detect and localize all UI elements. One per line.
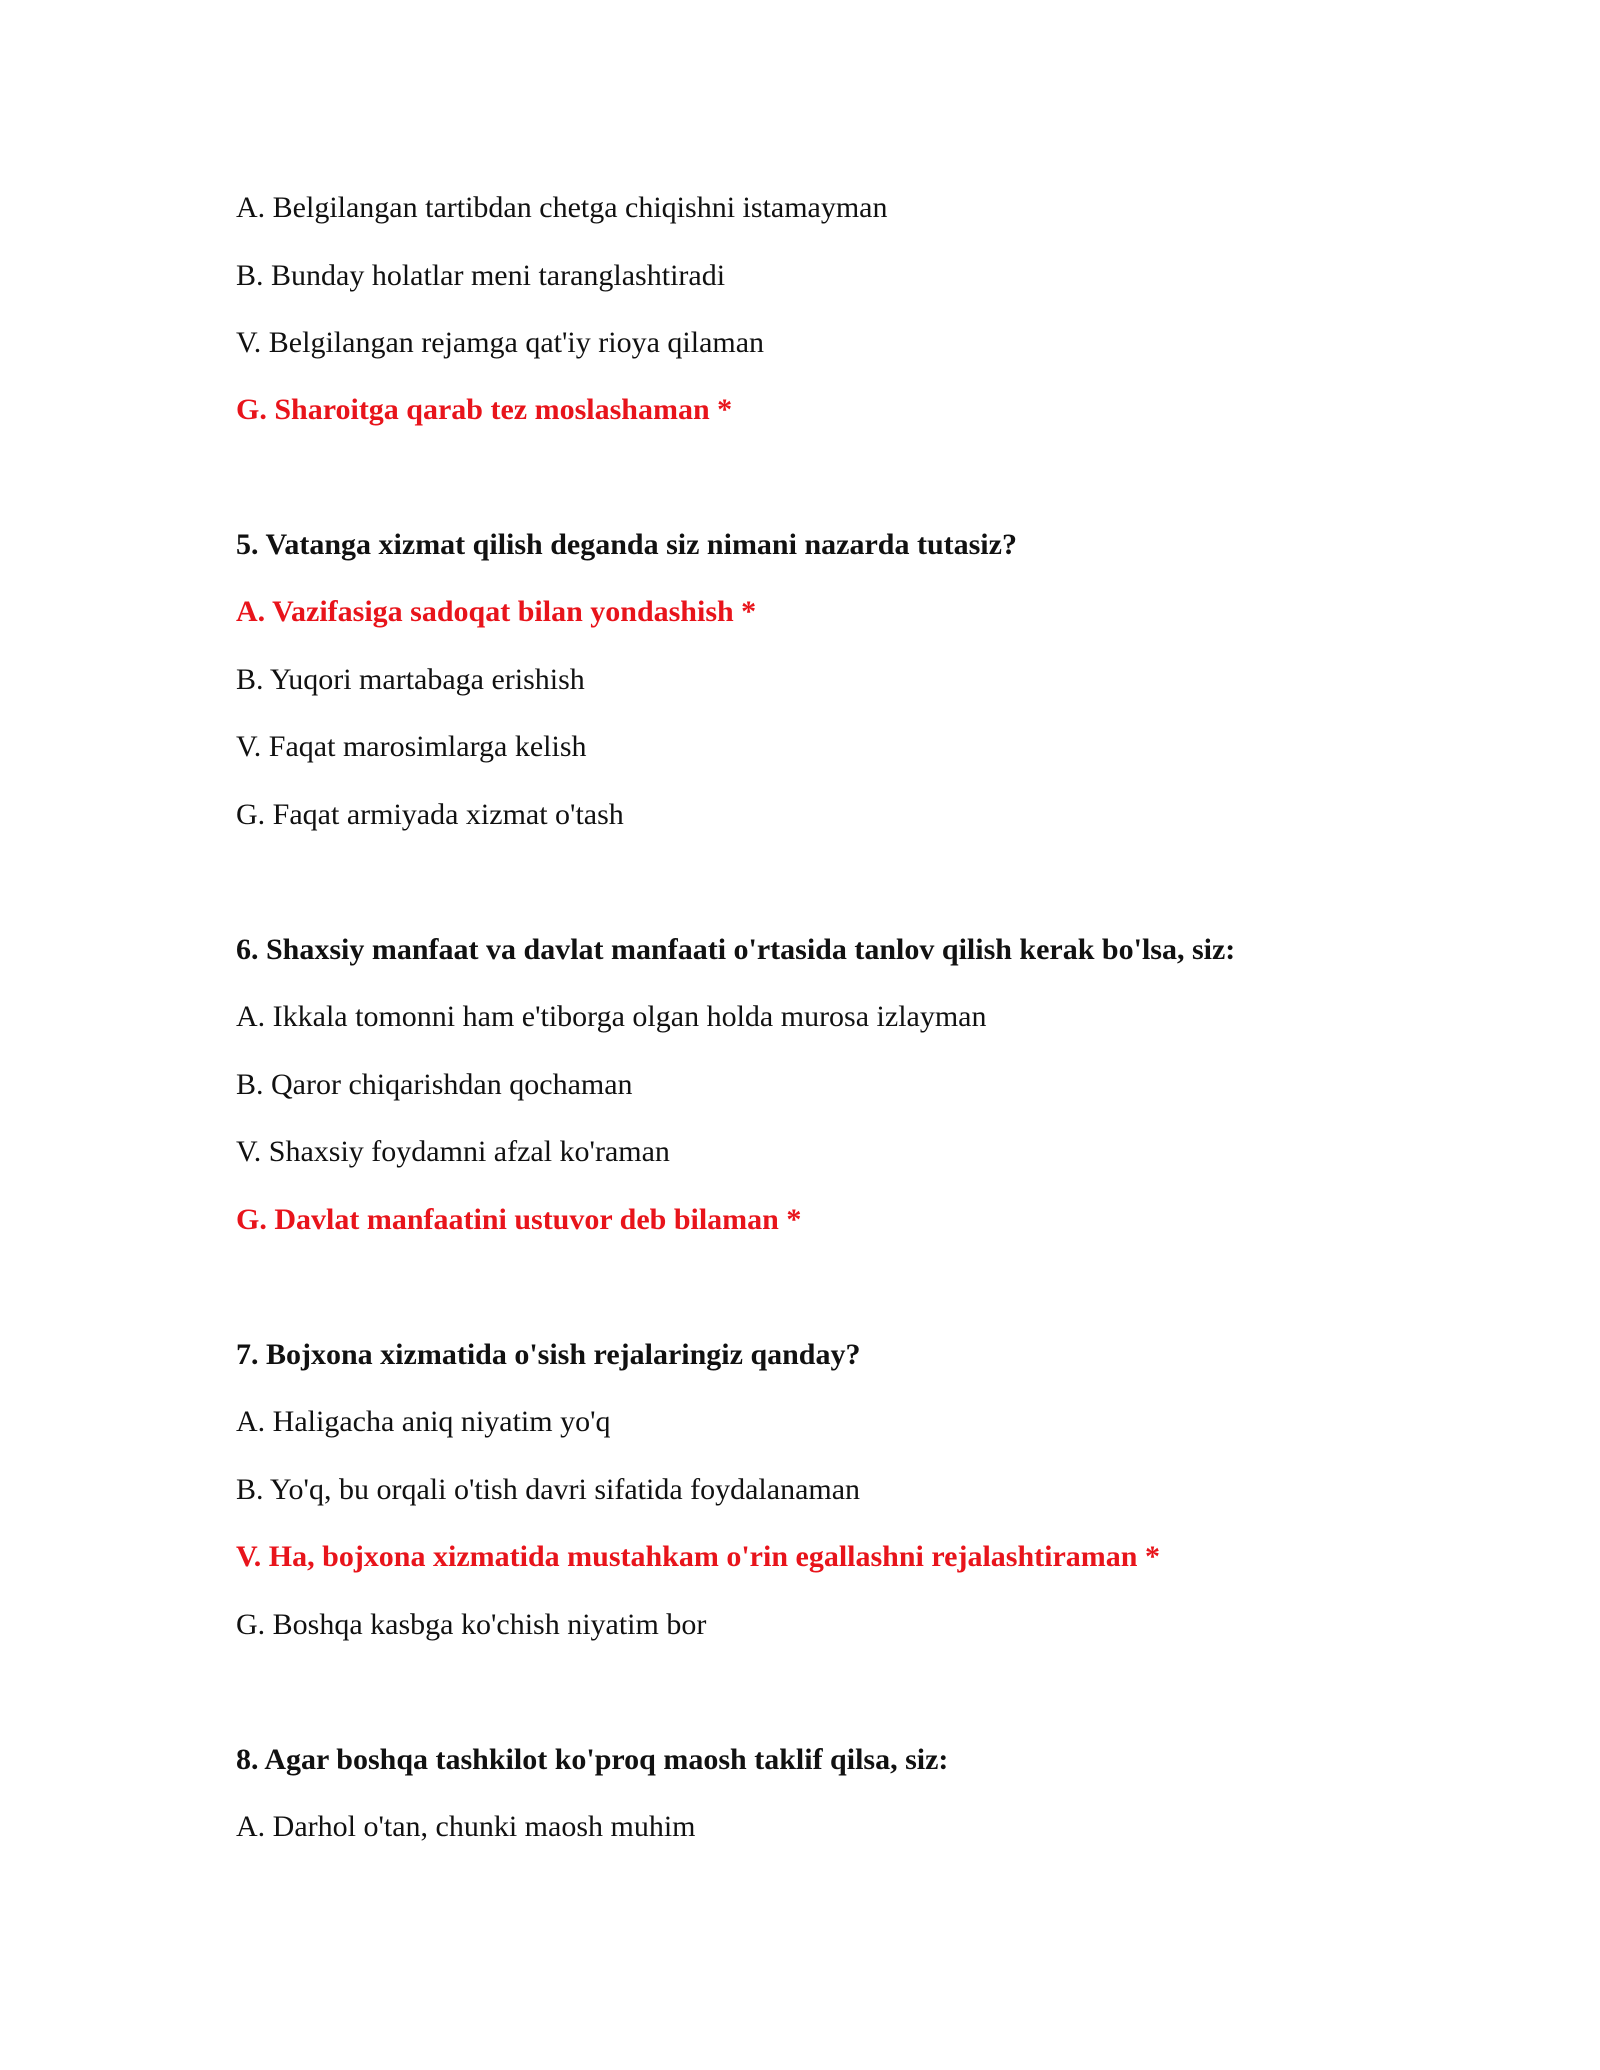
q5-option-a-correct: A. Vazifasiga sadoqat bilan yondashish * bbox=[236, 595, 757, 628]
q6-option-a: A. Ikkala tomonni ham e'tiborga olgan holda murosa izlayman bbox=[236, 1000, 987, 1033]
q4-option-b: B. Bunday holatlar meni taranglashtiradi bbox=[236, 259, 726, 292]
q6-question: 6. Shaxsiy manfaat va davlat manfaati o'rtasida tanlov qilish kerak bo'lsa, siz: bbox=[236, 933, 1236, 966]
q4-option-g-correct: G. Sharoitga qarab tez moslashaman * bbox=[236, 393, 733, 426]
q6-option-g-correct: G. Davlat manfaatini ustuvor deb bilaman * bbox=[236, 1203, 802, 1236]
q7-question: 7. Bojxona xizmatida o'sish rejalaringiz qanday? bbox=[236, 1338, 861, 1371]
q5-question: 5. Vatanga xizmat qilish deganda siz nimani nazarda tutasiz? bbox=[236, 528, 1017, 561]
q5-option-g: G. Faqat armiyada xizmat o'tash bbox=[236, 798, 624, 831]
q5-option-v: V. Faqat marosimlarga kelish bbox=[236, 730, 587, 763]
q5-option-b: B. Yuqori martabaga erishish bbox=[236, 663, 585, 696]
q6-option-b: B. Qaror chiqarishdan qochaman bbox=[236, 1068, 633, 1101]
q7-option-a: A. Haligacha aniq niyatim yo'q bbox=[236, 1405, 611, 1438]
q8-option-a: A. Darhol o'tan, chunki maosh muhim bbox=[236, 1810, 696, 1843]
q7-option-g: G. Boshqa kasbga ko'chish niyatim bor bbox=[236, 1608, 707, 1641]
q7-option-v-correct: V. Ha, bojxona xizmatida mustahkam o'rin egallashni rejalashtiraman * bbox=[236, 1540, 1160, 1573]
q7-option-b: B. Yo'q, bu orqali o'tish davri sifatida foydalanaman bbox=[236, 1473, 861, 1506]
q8-question: 8. Agar boshqa tashkilot ko'proq maosh taklif qilsa, siz: bbox=[236, 1743, 949, 1776]
q4-option-a: A. Belgilangan tartibdan chetga chiqishni istamayman bbox=[236, 191, 888, 224]
q6-option-v: V. Shaxsiy foydamni afzal ko'raman bbox=[236, 1135, 670, 1168]
q4-option-v: V. Belgilangan rejamga qat'iy rioya qilaman bbox=[236, 326, 765, 359]
